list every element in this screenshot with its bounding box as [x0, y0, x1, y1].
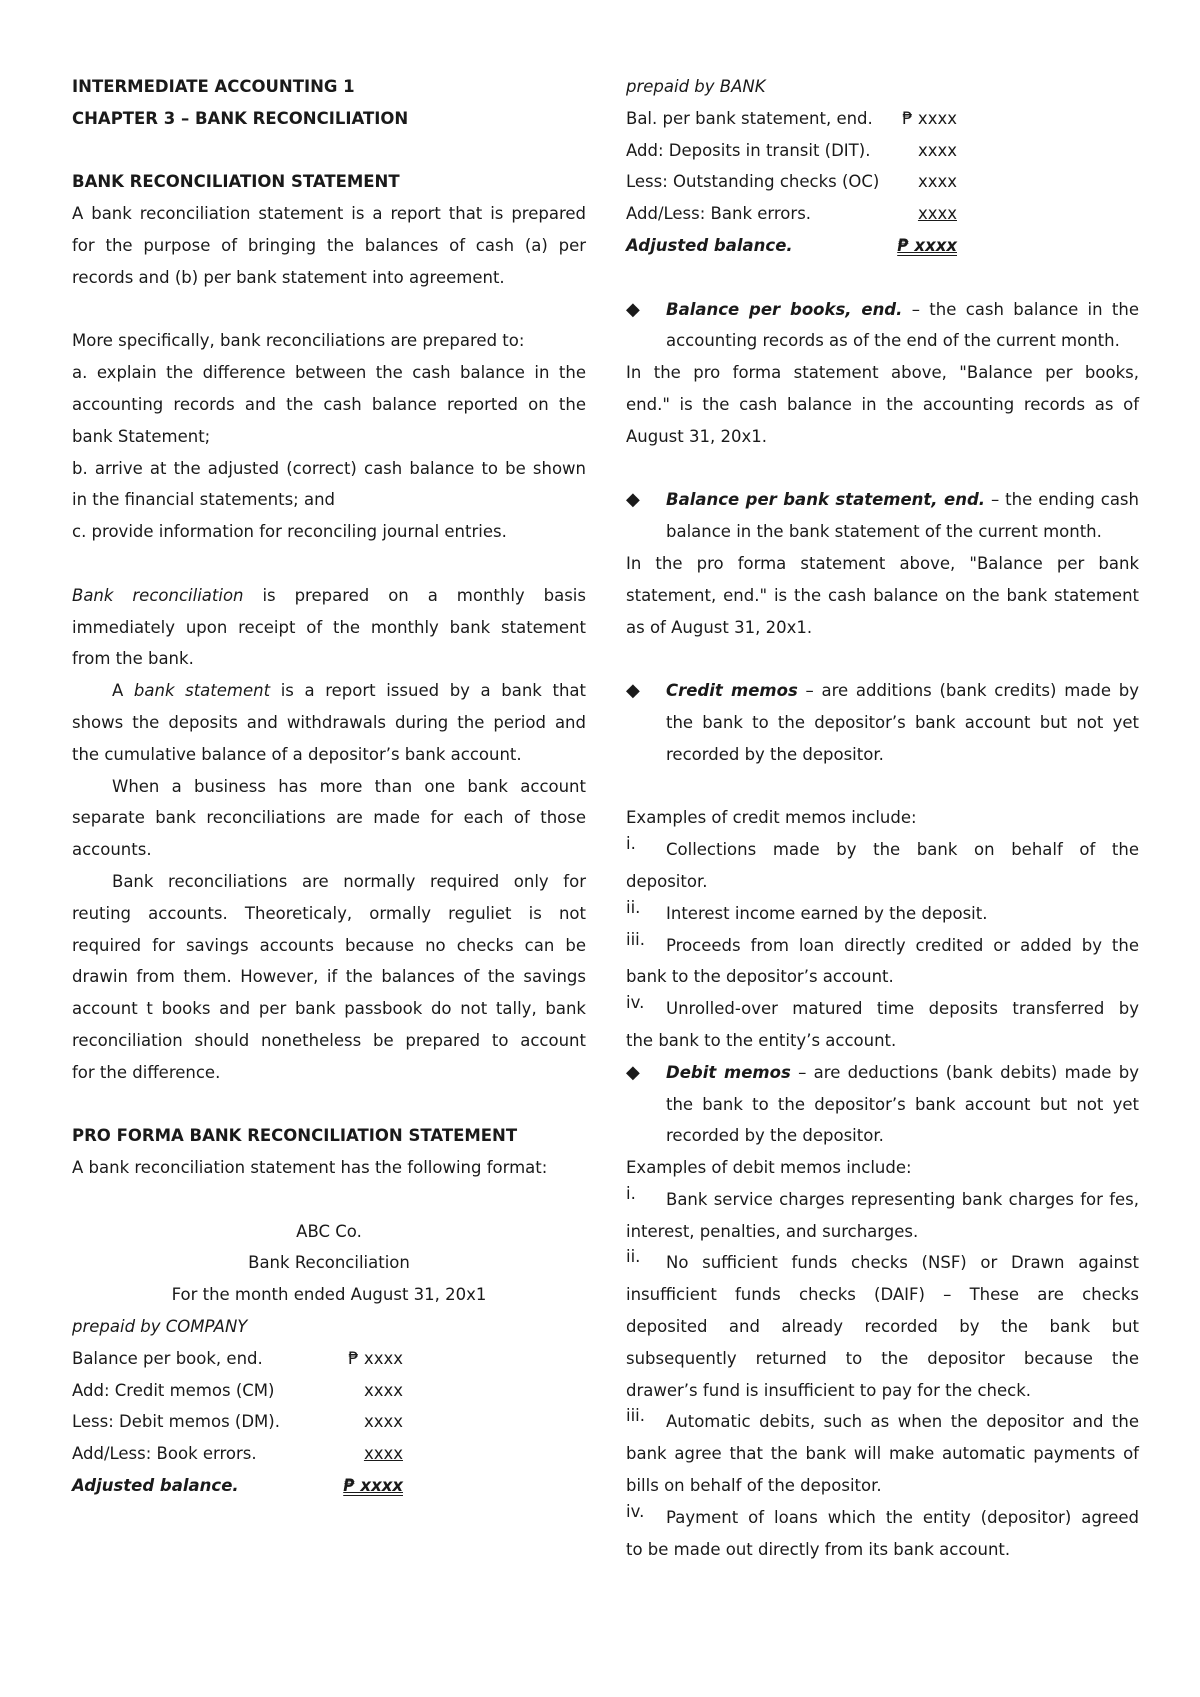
company-total-row: Adjusted balance. ₱ xxxx [72, 1476, 403, 1496]
company-row: Add/Less: Book errors. xxxx [72, 1444, 403, 1464]
bank-example-line: as of August 31, 20x1. [626, 617, 813, 637]
credit-example-cont: the bank to the entity’s account. [626, 1030, 897, 1050]
purpose-line: c. provide information for reconciling journal entries. [72, 522, 507, 542]
left-column [72, 71, 586, 1502]
brs-def-line: A bank reconciliation statement is a report that is prepared [72, 204, 586, 224]
debit-example: iii. Automatic debits, such as when the depositor and the [626, 1406, 1139, 1432]
debit-example: iv. Payment of loans which the entity (depositor) agreed [626, 1501, 1139, 1527]
basis-line: Bank reconciliation is prepared on a monthly basis [72, 585, 586, 605]
bank-total-row: Adjusted balance. ₱ xxxx [626, 235, 957, 255]
debit-term: Debit memos [666, 1062, 791, 1082]
diamond-bullet-icon: ◆ [626, 298, 640, 320]
bank-row: Add/Less: Bank errors. xxxx [626, 204, 957, 224]
bank-row: Less: Outstanding checks (OC) xxxx [626, 172, 957, 192]
definition-bank: ◆ Balance per bank statement, end. – the ending cash balance in the bank statement of the current month. [626, 484, 1139, 548]
basis-line: immediately upon receipt of the monthly bank statement [72, 617, 586, 637]
proforma-heading: PRO FORMA BANK RECONCILIATION STATEMENT [72, 1126, 518, 1146]
bank-side-caption: prepaid by BANK [626, 77, 766, 96]
debit-example-cont: bank agree that the bank will make automatic payments of [626, 1444, 1139, 1464]
credit-example-cont: bank to the depositor’s account. [626, 967, 894, 987]
diamond-bullet-icon: ◆ [626, 489, 640, 511]
debit-example: ii. No sufficient funds checks (NSF) or Drawn against [626, 1247, 1139, 1273]
credit-example: iv. Unrolled-over matured time deposits transferred by [626, 993, 1139, 1019]
debit-example-cont: subsequently returned to the depositor because the [626, 1348, 1139, 1368]
savings-line: for the difference. [72, 1062, 221, 1082]
proforma-intro: A bank reconciliation statement has the following format: [72, 1158, 548, 1178]
debit-example-cont: bills on behalf of the depositor. [626, 1476, 882, 1496]
definition-debit-memos: ◆ Debit memos – are deductions (bank debits) made by the bank to the depositor’s bank account but not yet recorded by the depositor. [626, 1057, 1139, 1152]
multi-account-line: separate bank reconciliations are made for each of those [72, 808, 586, 828]
purpose-line: bank Statement; [72, 426, 211, 446]
bank-row: Add: Deposits in transit (DIT). xxxx [626, 140, 957, 160]
purpose-line: accounting records and the cash balance reported on the [72, 394, 586, 414]
books-term: Balance per books, end. [666, 299, 903, 319]
definition-credit-memos: ◆ Credit memos – are additions (bank credits) made by the bank to the depositor’s bank account but not yet recorded by the depositor. [626, 675, 1139, 770]
bank-example-line: In the pro forma statement above, "Balance per bank [626, 553, 1139, 573]
multi-account-line: accounts. [72, 840, 152, 860]
statement-title: Bank Reconciliation [248, 1253, 410, 1273]
books-example-line: August 31, 20x1. [626, 426, 767, 446]
statement-term: bank statement [133, 681, 271, 701]
right-column [626, 71, 1139, 1565]
credit-example: ii. Interest income earned by the deposit. [626, 897, 988, 923]
credit-example: i. Collections made by the bank on behalf of the [626, 834, 1139, 860]
statement-period: For the month ended August 31, 20x1 [171, 1285, 487, 1305]
brs-def-line: for the purpose of bringing the balances of cash (a) per [72, 235, 586, 255]
purpose-line: b. arrive at the adjusted (correct) cash balance to be shown [72, 458, 586, 478]
credit-examples-intro: Examples of credit memos include: [626, 808, 917, 828]
company-name: ABC Co. [296, 1221, 362, 1241]
books-example-line: end." is the cash balance in the accounting records as of [626, 394, 1139, 414]
savings-line: Bank reconciliations are normally required only for [112, 871, 586, 891]
bank-row: Bal. per bank statement, end. ₱ xxxx [626, 108, 957, 128]
savings-line: reuting accounts. Theoreticaly, ormally reguliet is not [72, 903, 586, 923]
debit-example: i. Bank service charges representing bank charges for fes, [626, 1183, 1139, 1209]
purpose-line: in the financial statements; and [72, 490, 336, 510]
company-row: Balance per book, end. ₱ xxxx [72, 1348, 403, 1368]
brs-def-line: records and (b) per bank statement into agreement. [72, 267, 505, 287]
purpose-line: a. explain the difference between the cash balance in the [72, 363, 586, 383]
basis-term: Bank reconciliation [72, 585, 244, 605]
credit-example: iii. Proceeds from loan directly credited or added by the [626, 929, 1139, 955]
debit-example-cont: deposited and already recorded by the bank but [626, 1317, 1139, 1337]
credit-example-cont: depositor. [626, 871, 708, 891]
company-row: Add: Credit memos (CM) xxxx [72, 1380, 403, 1400]
company-row: Less: Debit memos (DM). xxxx [72, 1412, 403, 1432]
brs-heading: BANK RECONCILIATION STATEMENT [72, 172, 400, 192]
definition-books: ◆ Balance per books, end. – the cash balance in the accounting records as of the end of the current month. [626, 294, 1139, 358]
debit-example-cont: to be made out directly from its bank account. [626, 1539, 1011, 1559]
diamond-bullet-icon: ◆ [626, 1061, 640, 1083]
statement-def-line: A bank statement is a report issued by a bank that [112, 681, 586, 701]
debit-example-cont: drawer’s fund is insufficient to pay for the check. [626, 1380, 1031, 1400]
purpose-intro: More specifically, bank reconciliations are prepared to: [72, 331, 525, 351]
statement-def-line: shows the deposits and withdrawals during the period and [72, 712, 586, 732]
savings-line: drawin from them. However, if the balances of the savings [72, 967, 586, 987]
multi-account-line: When a business has more than one bank account [112, 776, 586, 796]
statement-def-line: the cumulative balance of a depositor’s bank account. [72, 744, 522, 764]
debit-example-cont: insufficient funds checks (DAIF) – These are checks [626, 1285, 1139, 1305]
savings-line: required for savings accounts because no checks can be [72, 935, 586, 955]
chapter-title: CHAPTER 3 – BANK RECONCILIATION [72, 108, 409, 128]
bank-term: Balance per bank statement, end. [666, 490, 986, 510]
course-title: INTERMEDIATE ACCOUNTING 1 [72, 77, 355, 96]
books-example-line: In the pro forma statement above, "Balance per books, [626, 363, 1139, 383]
savings-line: reconciliation should nonetheless be prepared to account [72, 1030, 586, 1050]
credit-term: Credit memos [666, 681, 798, 701]
company-side-caption: prepaid by COMPANY [72, 1317, 248, 1337]
savings-line: account t books and per bank passbook do not tally, bank [72, 999, 586, 1019]
debit-example-cont: interest, penalties, and surcharges. [626, 1221, 919, 1241]
bank-example-line: statement, end." is the cash balance on the bank statement [626, 585, 1139, 605]
debit-examples-intro: Examples of debit memos include: [626, 1158, 912, 1178]
basis-line: from the bank. [72, 649, 194, 669]
diamond-bullet-icon: ◆ [626, 680, 640, 702]
